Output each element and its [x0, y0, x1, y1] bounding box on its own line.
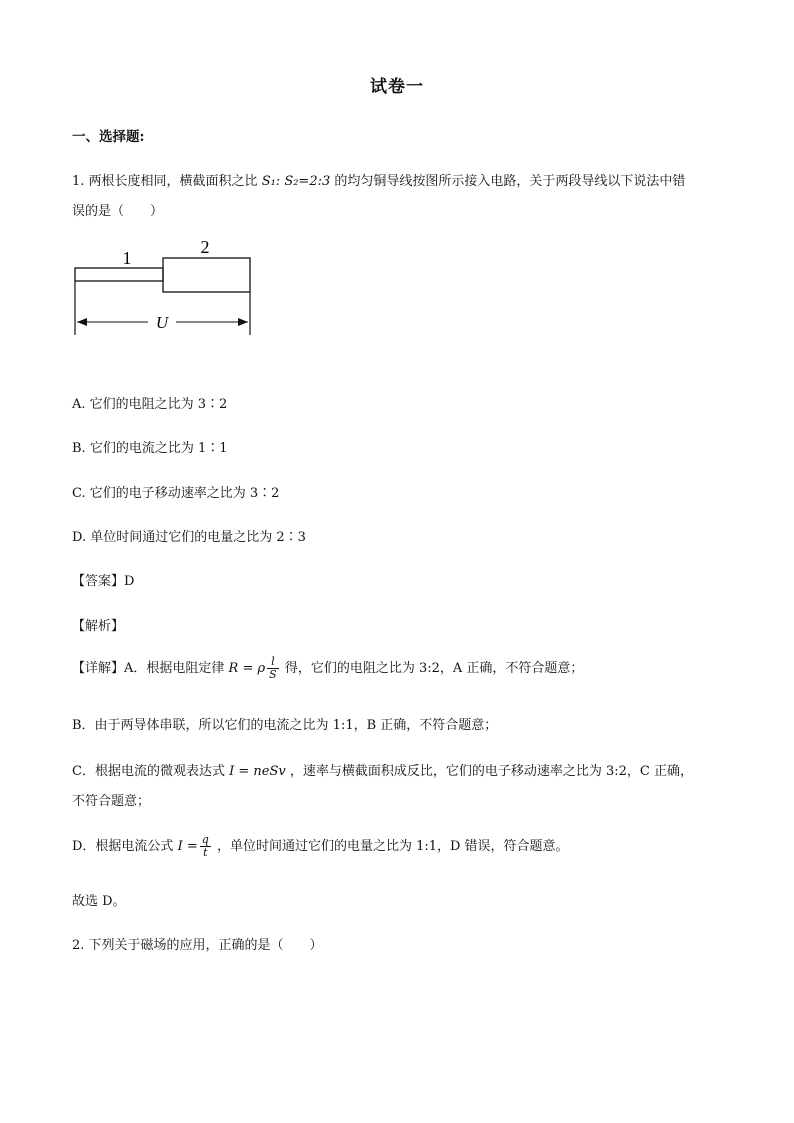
label-wire-2: 2 [200, 237, 210, 257]
analysis-heading: 【解析】 [72, 619, 125, 634]
option-b: B. 它们的电流之比为 1∶1 [72, 441, 228, 456]
current-formula: I = [177, 839, 198, 854]
fraction-denominator: t [203, 846, 208, 859]
wire-1-thin [75, 268, 163, 281]
question-1-line-1 [72, 170, 685, 189]
option-c: C. 它们的电子移动速率之比为 3∶2 [72, 486, 280, 501]
detail-c-line-2: 不符合题意； [72, 794, 151, 809]
fraction-numerator: q [201, 833, 209, 846]
section-heading: 一、选择题: [72, 129, 145, 145]
fraction-numerator: l [267, 656, 279, 669]
charge-over-time-fraction [200, 834, 211, 859]
question-1-text-start: 1. 两根长度相同，横截面积之比 [72, 174, 258, 189]
detail-c [72, 760, 693, 779]
arrow-head-right [238, 318, 248, 326]
question-2-line-1: 2. 下列关于磁场的应用，正确的是（ ） [72, 938, 323, 953]
detail-b: B．由于两导体串联，所以它们的电流之比为 1:1，B 正确，不符合题意； [72, 718, 498, 733]
question-1-line-2: 误的是（ ） [72, 204, 164, 219]
resistance-formula: R = ρ [228, 661, 266, 676]
detail-a [72, 656, 583, 681]
label-wire-1: 1 [122, 248, 132, 268]
area-ratio: S₁: S₂=2:3 [261, 174, 331, 189]
answer-line: 【答案】D [72, 574, 135, 589]
current-micro-formula: I = neSv [229, 764, 286, 779]
detail-d [72, 834, 569, 859]
detail-a-text-end: 得，它们的电阻之比为 3:2，A 正确，不符合题意； [284, 661, 584, 676]
wire-diagram [70, 235, 260, 340]
arrow-head-left [77, 318, 87, 326]
question-1-text-end: 的均匀铜导线按图所示接入电路，关于两段导线以下说法中错 [334, 174, 686, 189]
wire-2-thick [163, 258, 250, 292]
option-d: D. 单位时间通过它们的电量之比为 2∶3 [72, 530, 306, 545]
fraction-denominator: S [269, 668, 277, 681]
detail-d-text-start: D．根据电流公式 [72, 839, 174, 854]
label-voltage: U [155, 313, 169, 332]
detail-a-text-start: 【详解】A．根据电阻定律 [72, 661, 225, 676]
length-over-area-fraction [267, 656, 279, 681]
page-title: 试卷一 [370, 77, 424, 97]
detail-c-text-start: C．根据电流的微观表达式 [72, 764, 225, 779]
detail-c-text-end: ，速率与横截面积成反比，它们的电子移动速率之比为 3:2，C 正确， [289, 764, 693, 779]
detail-d-text-end: ，单位时间通过它们的电量之比为 1:1，D 错误，符合题意。 [216, 839, 569, 854]
conclusion: 故选 D。 [72, 894, 126, 909]
option-a: A. 它们的电阻之比为 3∶2 [72, 397, 228, 412]
